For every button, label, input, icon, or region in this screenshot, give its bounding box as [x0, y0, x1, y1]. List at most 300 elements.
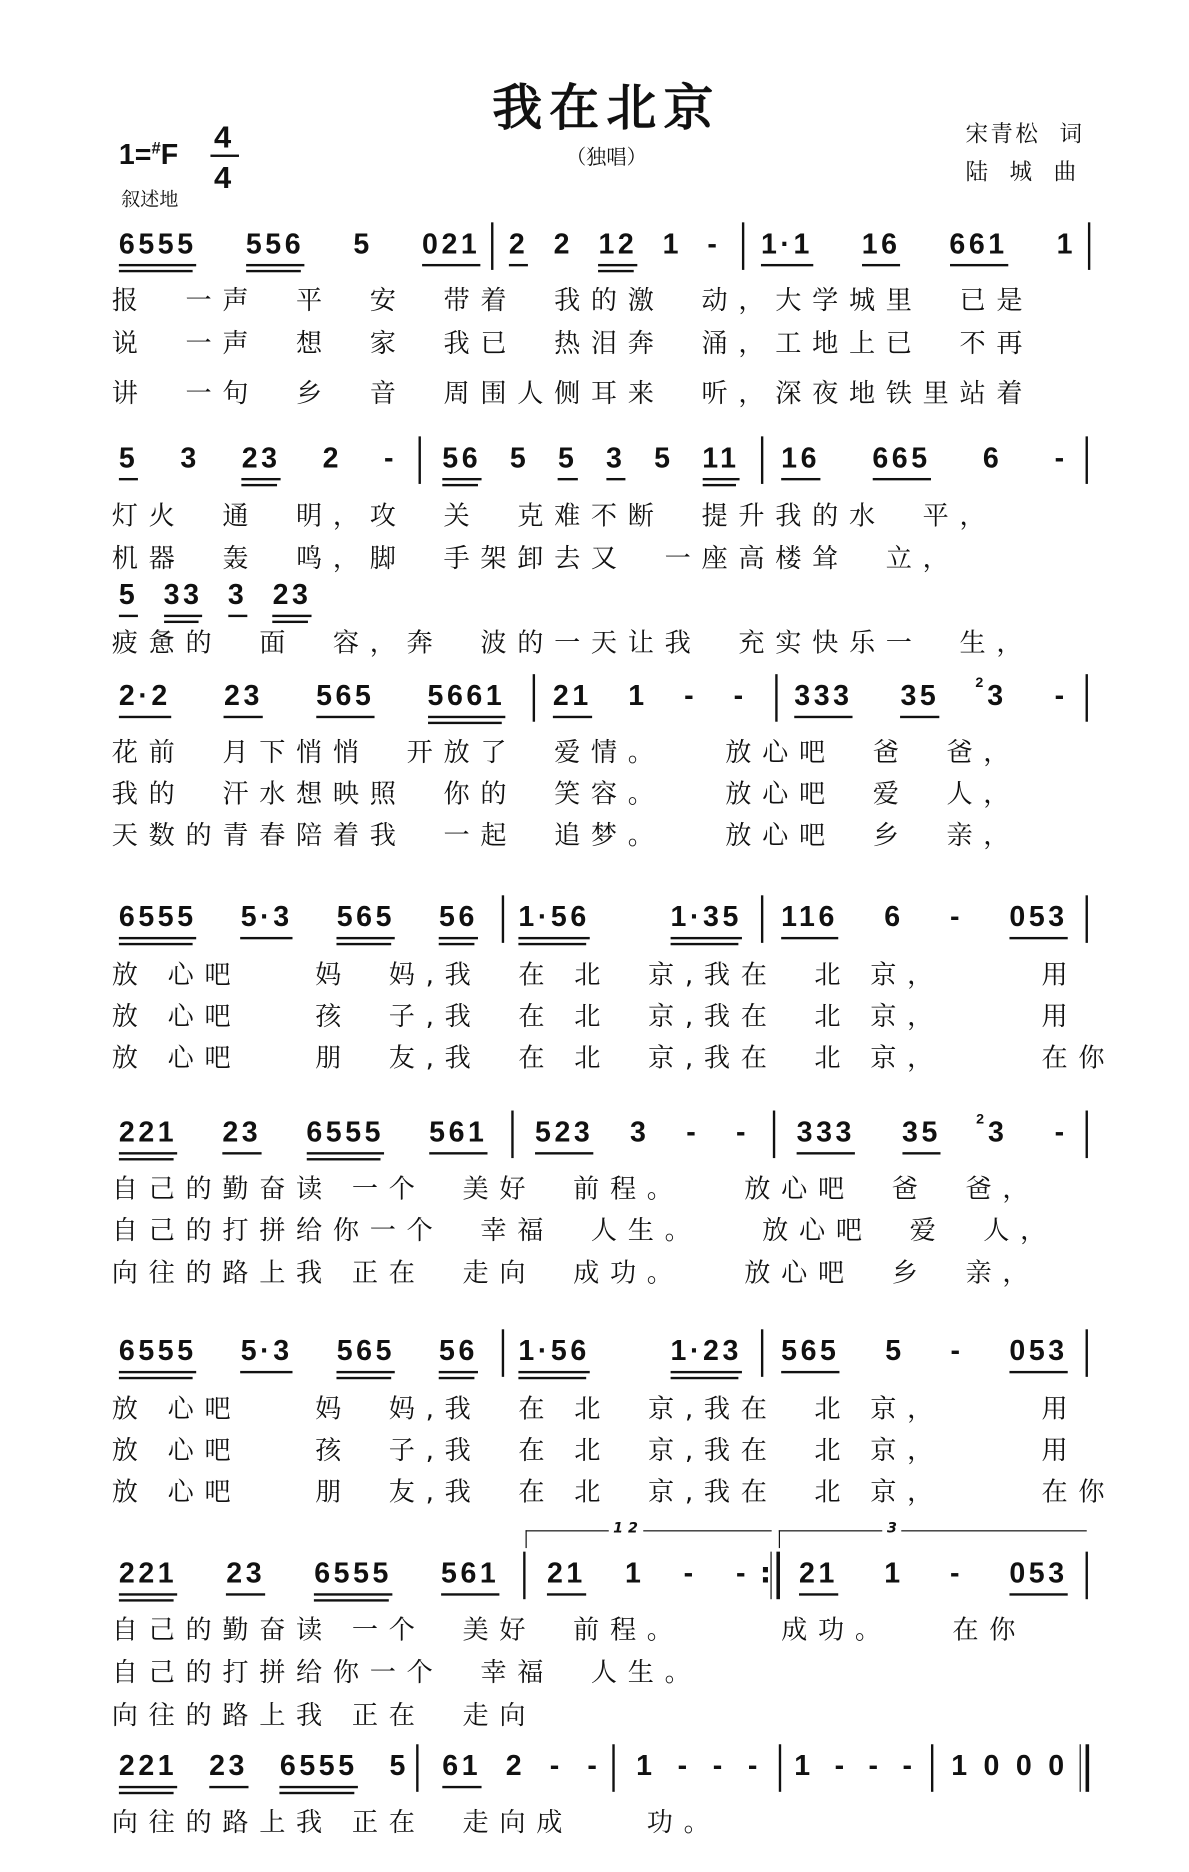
note-text: 56: [442, 442, 482, 475]
note-group: [306, 1118, 384, 1155]
note-text: 21: [552, 680, 592, 713]
note-dash: [587, 1751, 600, 1785]
note-text: 556: [245, 228, 305, 261]
note-group: [119, 1336, 197, 1373]
note-text: -: [735, 1557, 750, 1590]
note-text: 3: [606, 442, 626, 475]
measure: [951, 1751, 1068, 1785]
lyric-line: 放 心吧 朋 友,我 在 北 京,我在 北 京， 在你: [111, 1477, 1116, 1508]
note-group: [119, 1118, 177, 1155]
note-text: 6555: [118, 901, 197, 934]
measure: [518, 902, 742, 939]
note-text: 6555: [118, 228, 197, 261]
note-group: [241, 902, 293, 939]
note-text: 23: [226, 1557, 266, 1590]
note-group: [976, 1110, 1008, 1152]
measure: [119, 1559, 499, 1596]
lyric-line: 疲惫的 面 容，奔 波的一天让我 充实快乐一 生，: [111, 628, 1034, 659]
measure: [119, 229, 480, 266]
note-group: [781, 1336, 839, 1373]
measure: [553, 681, 747, 718]
note-dash: [1055, 681, 1068, 715]
measure: [781, 443, 1068, 480]
note-dash: [902, 1751, 915, 1785]
note-group: [983, 443, 1002, 477]
note-text: -: [733, 680, 747, 713]
lyricist-credit: 宋青松 词: [965, 121, 1085, 148]
note-text: 6555: [314, 1557, 392, 1590]
note-group: [535, 1118, 593, 1155]
note-group: [1009, 902, 1067, 939]
measure: [761, 229, 1076, 266]
note-text: 3: [987, 680, 1007, 713]
note-group: [1009, 1559, 1067, 1596]
note-dash: [678, 1751, 691, 1785]
note-text: 1: [951, 1750, 971, 1783]
note-group: [949, 229, 1007, 266]
note-text: 1·56: [518, 1335, 590, 1368]
note-text: -: [549, 1750, 563, 1783]
note-text: 1·35: [670, 901, 742, 934]
note-text: 221: [118, 1750, 178, 1783]
note-group: [119, 902, 197, 939]
note-group: [884, 902, 903, 936]
barline: [1086, 1111, 1088, 1159]
composer-credit: 陆 城 曲: [965, 159, 1079, 186]
note-dash: [1055, 1118, 1068, 1152]
note-text: -: [949, 901, 964, 934]
note-group: [119, 1559, 177, 1596]
note-group: [885, 1336, 904, 1370]
barline: [761, 436, 763, 484]
lyric-line: 报 一声 平 安 带着 我的激 动，大学城里 已是: [111, 286, 1034, 317]
note-group: [781, 443, 820, 480]
volta-label: 3: [882, 1520, 901, 1537]
note-text: 21: [546, 1557, 586, 1590]
note-group: [663, 229, 682, 263]
note-text: 23: [224, 680, 263, 713]
key-sharp: #: [151, 137, 161, 157]
barline: [761, 895, 763, 943]
note-text: 0: [1015, 1750, 1036, 1783]
volta-bracket: [526, 1519, 772, 1548]
time-signature-top: 4: [214, 118, 232, 155]
barline: [931, 1744, 933, 1792]
note-text: 23: [272, 579, 312, 612]
lyric-line: 向往的路上我 正在 走向: [111, 1701, 537, 1732]
note-text: 0: [983, 1750, 1003, 1783]
note-group: [558, 443, 577, 480]
barline: [761, 1329, 763, 1377]
note-group: [797, 1118, 855, 1155]
note-group: [390, 1751, 409, 1785]
key-signature: [119, 138, 178, 172]
note-text: -: [684, 680, 698, 713]
note-text: 6555: [118, 1335, 197, 1368]
note-text: 333: [794, 680, 853, 713]
barline: [416, 1744, 418, 1792]
measure: [781, 1336, 1068, 1373]
note-text: 1·56: [518, 901, 590, 934]
note-group: [180, 443, 199, 477]
note-text: 56: [439, 901, 478, 934]
note-group: [636, 1751, 655, 1785]
note-text: 0: [1048, 1750, 1068, 1783]
note-text: -: [587, 1750, 601, 1783]
barline: [1086, 1329, 1088, 1377]
note-text: 523: [535, 1116, 594, 1149]
note-group: [439, 1336, 478, 1373]
note-group: [280, 1751, 358, 1788]
measure: [535, 1118, 749, 1155]
note-group: [509, 229, 528, 266]
note-text: 565: [316, 680, 375, 713]
note-group: [547, 1559, 586, 1596]
note-dash: [686, 1118, 699, 1152]
time-signature-bottom: 4: [214, 159, 232, 195]
note-group: [442, 1751, 481, 1788]
note-dash: [736, 1118, 749, 1152]
note-text: 5: [509, 442, 530, 475]
note-text: 21: [799, 1557, 838, 1590]
note-group: [630, 1118, 649, 1152]
note-group: [625, 1559, 644, 1593]
double-barline: [770, 1552, 780, 1600]
measure: [119, 580, 312, 617]
note-text: 661: [949, 228, 1008, 261]
barline: [1088, 222, 1090, 270]
key-note: F: [160, 139, 179, 172]
note-text: 35: [902, 1116, 941, 1149]
grace-note: 2: [975, 674, 987, 691]
time-signature-line: [210, 155, 239, 157]
note-group: [1057, 229, 1076, 263]
note-group: [884, 1559, 903, 1593]
note-group: [799, 1559, 838, 1596]
note-group: [337, 902, 395, 939]
note-dash: [951, 1336, 964, 1370]
lyric-line: 向往的路上我 正在 走向成 功。: [111, 1808, 721, 1839]
note-group: [119, 443, 138, 480]
note-group: [606, 443, 625, 480]
note-text: -: [683, 1557, 697, 1590]
lyric-line: 我的 汗水想映照 你的 笑容。 放心吧 爱 人，: [111, 779, 1021, 810]
note-group: [984, 1751, 1003, 1785]
note-text: 3: [630, 1116, 650, 1149]
note-group: [337, 1336, 395, 1373]
note-text: 2: [505, 1750, 526, 1783]
note-text: 5: [118, 579, 139, 612]
note-text: 1·23: [670, 1335, 742, 1368]
note-dash: [550, 1751, 563, 1785]
note-text: 333: [796, 1116, 855, 1149]
barline: [1086, 895, 1088, 943]
note-dash: [734, 681, 747, 715]
note-text: 5: [885, 1335, 905, 1368]
note-text: -: [1054, 442, 1068, 475]
lyric-line: 放 心吧 孩 子,我 在 北 京,我在 北 京， 用: [111, 1002, 1079, 1033]
note-text: 053: [1009, 1557, 1068, 1590]
barline: [612, 1744, 614, 1792]
note-group: [975, 674, 1007, 715]
measure: [119, 902, 478, 939]
note-group: [273, 580, 312, 617]
note-group: [119, 229, 197, 266]
note-text: 5·3: [240, 901, 293, 934]
note-text: 565: [336, 901, 396, 934]
note-text: 23: [222, 1116, 262, 1149]
double-barline: [1080, 1744, 1090, 1792]
note-text: 16: [781, 442, 821, 475]
note-text: 116: [781, 901, 838, 934]
note-text: -: [712, 1750, 726, 1783]
note-group: [429, 1118, 487, 1155]
measure: [509, 229, 721, 266]
lyric-line: 天数的青春陪着我 一起 追梦。 放心吧 乡 亲，: [111, 821, 1021, 852]
lyric-line: 机器 轰 鸣，脚 手架卸去又 一座高楼耸 立，: [111, 544, 960, 575]
note-text: -: [707, 228, 721, 261]
note-text: 2·2: [118, 680, 171, 713]
note-group: [323, 443, 342, 477]
note-text: -: [686, 1116, 700, 1149]
note-text: 561: [429, 1116, 488, 1149]
barline: [1086, 674, 1088, 722]
note-dash: [707, 229, 720, 263]
note-group: [518, 1336, 589, 1373]
lyric-line: 自己的勤奋读 一个 美好 前程。 放心吧 爸 爸，: [111, 1174, 1040, 1205]
note-group: [553, 681, 592, 718]
note-text: 1·1: [760, 228, 813, 261]
note-text: 2: [553, 228, 574, 261]
note-dash: [748, 1751, 761, 1785]
note-group: [872, 443, 930, 480]
note-group: [428, 681, 506, 718]
measure: [442, 1751, 600, 1788]
measure: [518, 1336, 742, 1373]
note-group: [119, 580, 138, 617]
note-group: [671, 1336, 742, 1373]
lyric-line: 向往的路上我 正在 走向 成功。 放心吧 乡 亲，: [111, 1259, 1040, 1289]
note-text: 35: [900, 680, 940, 713]
note-text: 665: [872, 442, 931, 475]
note-text: 6555: [306, 1116, 385, 1149]
note-group: [506, 1751, 525, 1785]
note-group: [794, 681, 852, 718]
note-text: -: [1054, 680, 1068, 713]
note-group: [628, 681, 647, 715]
measure: [796, 1110, 1068, 1155]
note-text: 61: [442, 1750, 482, 1783]
note-text: 3: [988, 1116, 1008, 1149]
note-text: 565: [336, 1335, 396, 1368]
note-group: [439, 902, 478, 939]
note-dash: [684, 681, 697, 715]
note-text: 021: [422, 228, 481, 261]
note-text: 2: [322, 442, 343, 475]
lyric-line: 放 心吧 朋 友,我 在 北 京,我在 北 京， 在你: [111, 1043, 1116, 1074]
measure: [636, 1751, 761, 1785]
note-text: 5: [118, 442, 139, 475]
barline: [775, 674, 777, 722]
lyric-line: 讲 一句 乡 音 周围人侧耳来 听，深夜地铁里站着: [111, 379, 1034, 410]
note-group: [794, 1751, 813, 1785]
note-group: [554, 229, 573, 263]
barline: [419, 436, 421, 484]
note-text: 33: [163, 579, 203, 612]
barline: [502, 895, 504, 943]
note-dash: [950, 902, 963, 936]
note-text: 561: [441, 1557, 500, 1590]
note-group: [518, 902, 589, 939]
note-group: [316, 681, 374, 718]
note-group: [222, 1118, 261, 1155]
performance-type: （独唱）: [565, 146, 647, 171]
lyric-line: 灯火 通 明，攻 关 克难不断 提升我的水 平，: [111, 501, 997, 532]
note-text: 5·3: [240, 1335, 293, 1368]
measure: [547, 1559, 749, 1596]
note-text: 16: [861, 228, 901, 261]
note-group: [242, 443, 281, 480]
note-text: 12: [598, 228, 638, 261]
barline: [773, 1111, 775, 1159]
measure: [781, 902, 1068, 939]
volta-label: 1 2: [608, 1520, 642, 1537]
song-title: 我在北京: [492, 78, 721, 137]
note-group: [1016, 1751, 1035, 1785]
note-group: [702, 443, 739, 480]
note-text: 3: [227, 579, 248, 612]
lyric-line: 自己的勤奋读 一个 美好 前程。 成功。 在你: [111, 1615, 1027, 1646]
barline: [1086, 1552, 1088, 1600]
note-text: 5: [389, 1750, 409, 1783]
note-group: [422, 229, 480, 266]
note-text: -: [950, 1335, 964, 1368]
note-text: 5: [353, 228, 373, 261]
barline: [1086, 436, 1088, 484]
note-text: 5: [654, 442, 674, 475]
measure: [119, 1751, 409, 1788]
note-group: [900, 681, 939, 718]
note-group: [862, 229, 901, 266]
measure: [119, 1118, 488, 1155]
note-group: [246, 229, 304, 266]
note-group: [902, 1118, 941, 1155]
note-text: 1: [636, 1750, 656, 1783]
note-group: [654, 443, 673, 477]
note-group: [781, 902, 838, 939]
note-text: -: [747, 1750, 761, 1783]
note-group: [951, 1751, 970, 1785]
lyric-line: 花前 月下悄悄 开放了 爱情。 放心吧 爸 爸，: [111, 738, 1021, 769]
barline: [491, 222, 493, 270]
note-dash: [1055, 443, 1068, 477]
lyric-line: 自己的打拼给你一个 幸福 人生。: [111, 1658, 702, 1689]
barline: [502, 1329, 504, 1377]
measure: [794, 674, 1068, 718]
key-main: 1=: [118, 139, 152, 172]
note-group: [441, 1559, 499, 1596]
note-text: 23: [241, 442, 281, 475]
note-dash: [684, 1559, 697, 1593]
note-text: -: [384, 442, 398, 475]
lyric-line: 说 一声 想 家 我已 热泪奔 涌，工地上已 不再: [111, 329, 1034, 360]
measure: [442, 443, 739, 480]
lyric-line: 自己的打拼给你一个 幸福 人生。 放心吧 爱 人，: [111, 1216, 1058, 1247]
note-group: [241, 1336, 293, 1373]
note-group: [671, 902, 742, 939]
measure: [119, 443, 397, 480]
note-dash: [713, 1751, 726, 1785]
note-group: [224, 681, 263, 718]
note-text: 56: [439, 1335, 478, 1368]
measure: [119, 681, 505, 718]
note-group: [164, 580, 203, 617]
note-text: 5661: [427, 680, 506, 713]
grace-note: 2: [976, 1110, 988, 1128]
note-group: [119, 681, 171, 718]
note-text: 1: [884, 1557, 904, 1590]
note-text: 053: [1009, 1335, 1068, 1368]
note-text: 23: [209, 1750, 248, 1783]
note-dash: [736, 1559, 749, 1593]
note-group: [442, 443, 481, 480]
note-group: [1009, 1336, 1067, 1373]
note-dash: [869, 1751, 882, 1785]
barline: [533, 674, 535, 722]
note-text: 6555: [279, 1750, 358, 1783]
note-text: -: [902, 1750, 916, 1783]
note-group: [1048, 1751, 1067, 1785]
note-text: -: [834, 1750, 848, 1783]
note-text: 053: [1009, 901, 1068, 934]
measure: [799, 1559, 1068, 1596]
barline: [742, 222, 744, 270]
note-text: 1: [625, 1557, 645, 1590]
note-group: [209, 1751, 248, 1788]
lyric-line: 放 心吧 妈 妈,我 在 北 京,我在 北 京， 用: [111, 960, 1079, 991]
note-dash: [950, 1559, 963, 1593]
barline: [511, 1111, 513, 1159]
note-text: -: [677, 1750, 691, 1783]
note-text: 221: [118, 1116, 178, 1149]
note-group: [598, 229, 637, 266]
volta-bracket: [779, 1519, 1087, 1548]
barline: [523, 1552, 525, 1600]
note-text: 11: [702, 442, 740, 475]
expression-mark: 叙述地: [121, 187, 179, 211]
note-text: 3: [180, 442, 200, 475]
lyric-line: 放 心吧 孩 子,我 在 北 京,我在 北 京， 用: [111, 1436, 1079, 1467]
note-text: -: [735, 1116, 750, 1149]
note-text: 1: [1056, 228, 1077, 261]
measure: [794, 1751, 915, 1785]
note-text: 2: [508, 228, 529, 261]
note-text: 565: [781, 1335, 840, 1368]
note-group: [119, 1751, 177, 1788]
note-group: [761, 229, 813, 266]
note-text: 1: [628, 680, 648, 713]
note-text: 6: [884, 901, 904, 934]
note-group: [228, 580, 247, 617]
note-group: [510, 443, 529, 477]
barline: [779, 1744, 781, 1792]
note-text: -: [1054, 1116, 1068, 1149]
note-text: 1: [794, 1750, 814, 1783]
note-text: -: [949, 1557, 964, 1590]
measure: [119, 1336, 478, 1373]
note-text: 1: [662, 228, 683, 261]
note-text: -: [868, 1750, 882, 1783]
